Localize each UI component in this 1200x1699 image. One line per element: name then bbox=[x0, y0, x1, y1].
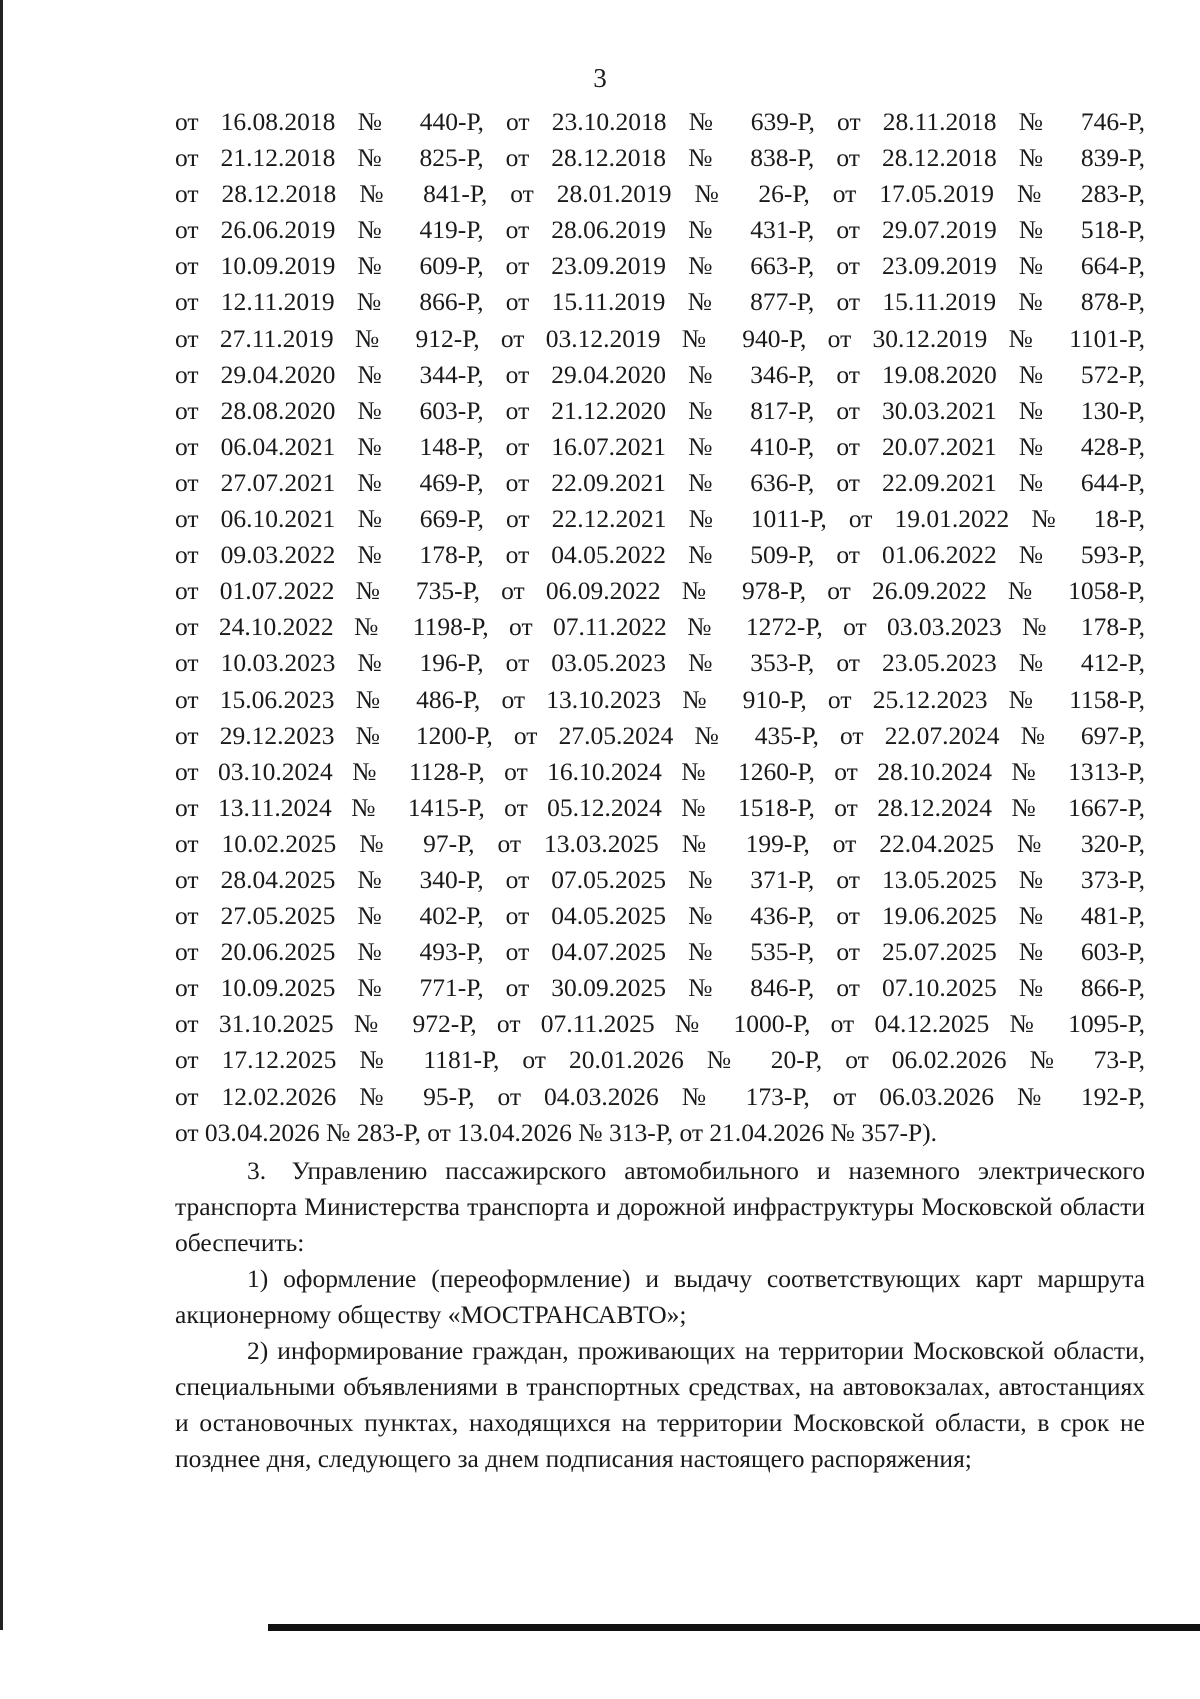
reference-list-line: от 10.02.2025 № 97-Р, от 13.03.2025 № 199-Р, от 22.04.2025 № 320-Р, bbox=[175, 828, 1145, 858]
paragraph-subitem-1: 1) оформление (переоформление) и выдачу соответствующих карт маршрута акционерному обществу «МОСТРАНСАВТО»; bbox=[175, 1263, 1145, 1329]
reference-list-line: от 29.04.2020 № 344-Р, от 29.04.2020 № 346-Р, от 19.08.2020 № 572-Р, bbox=[175, 359, 1145, 389]
reference-list-line: от 09.03.2022 № 178-Р, от 04.05.2022 № 509-Р, от 01.06.2022 № 593-Р, bbox=[175, 540, 1145, 570]
reference-list-line: от 10.09.2025 № 771-Р, от 30.09.2025 № 846-Р, от 07.10.2025 № 866-Р, bbox=[175, 973, 1145, 1003]
reference-list-line: от 20.06.2025 № 493-Р, от 04.07.2025 № 535-Р, от 25.07.2025 № 603-Р, bbox=[175, 937, 1145, 967]
reference-list-line: от 31.10.2025 № 972-Р, от 07.11.2025 № 1000-Р, от 04.12.2025 № 1095-Р, bbox=[175, 1009, 1145, 1039]
reference-list-line: от 03.04.2026 № 283-Р, от 13.04.2026 № 313-Р, от 21.04.2026 № 357-Р). bbox=[175, 1117, 938, 1147]
paragraph-subitem-2: 2) информирование граждан, проживающих на территории Московской области, специальными объявлениями в транспортных средствах, на автовокзалах, автостанциях и остановочных пунктах, находящихся на территории Московской области, в срок не позднее дня, следующего за днем подписания настоящего распоряжения; bbox=[175, 1335, 1145, 1473]
page-number: 3 bbox=[593, 63, 607, 93]
reference-list-line: от 10.09.2019 № 609-Р, от 23.09.2019 № 663-Р, от 23.09.2019 № 664-Р, bbox=[175, 251, 1145, 281]
scan-bottom-edge bbox=[268, 1624, 1200, 1631]
reference-list-line: от 27.07.2021 № 469-Р, от 22.09.2021 № 636-Р, от 22.09.2021 № 644-Р, bbox=[175, 467, 1145, 497]
reference-list-line: от 13.11.2024 № 1415-Р, от 05.12.2024 № 1518-Р, от 28.12.2024 № 1667-Р, bbox=[175, 792, 1145, 822]
reference-list-line: от 17.12.2025 № 1181-Р, от 20.01.2026 № 20-Р, от 06.02.2026 № 73-Р, bbox=[175, 1045, 1145, 1075]
reference-list-line: от 21.12.2018 № 825-Р, от 28.12.2018 № 838-Р, от 28.12.2018 № 839-Р, bbox=[175, 143, 1145, 173]
reference-list-line: от 12.11.2019 № 866-Р, от 15.11.2019 № 877-Р, от 15.11.2019 № 878-Р, bbox=[175, 287, 1145, 317]
document-body bbox=[175, 104, 1145, 1477]
reference-list-line: от 28.04.2025 № 340-Р, от 07.05.2025 № 371-Р, от 13.05.2025 № 373-Р, bbox=[175, 864, 1145, 894]
reference-list-line: от 16.08.2018 № 440-Р, от 23.10.2018 № 639-Р, от 28.11.2018 № 746-Р, bbox=[175, 107, 1145, 136]
decree-reference-list bbox=[175, 104, 1145, 1151]
reference-list-line: от 29.12.2023 № 1200-Р, от 27.05.2024 № 435-Р, от 22.07.2024 № 697-Р, bbox=[175, 720, 1145, 750]
reference-list-line: от 27.11.2019 № 912-Р, от 03.12.2019 № 940-Р, от 30.12.2019 № 1101-Р, bbox=[175, 323, 1145, 353]
reference-list-line: от 06.10.2021 № 669-Р, от 22.12.2021 № 1011-Р, от 19.01.2022 № 18-Р, bbox=[175, 504, 1145, 534]
scan-left-edge bbox=[0, 0, 3, 1630]
paragraph-item-3: 3. Управлению пассажирского автомобильного и наземного электрического транспорта Министерства транспорта и дорожной инфраструктуры Московской области обеспечить: bbox=[175, 1155, 1145, 1257]
reference-list-line: от 24.10.2022 № 1198-Р, от 07.11.2022 № 1272-Р, от 03.03.2023 № 178-Р, bbox=[175, 612, 1145, 642]
reference-list-line: от 28.08.2020 № 603-Р, от 21.12.2020 № 817-Р, от 30.03.2021 № 130-Р, bbox=[175, 395, 1145, 425]
reference-list-line: от 01.07.2022 № 735-Р, от 06.09.2022 № 978-Р, от 26.09.2022 № 1058-Р, bbox=[175, 576, 1145, 606]
reference-list-line: от 10.03.2023 № 196-Р, от 03.05.2023 № 353-Р, от 23.05.2023 № 412-Р, bbox=[175, 648, 1145, 678]
reference-list-line: от 12.02.2026 № 95-Р, от 04.03.2026 № 173-Р, от 06.03.2026 № 192-Р, bbox=[175, 1081, 1145, 1111]
reference-list-line: от 03.10.2024 № 1128-Р, от 16.10.2024 № 1260-Р, от 28.10.2024 № 1313-Р, bbox=[175, 756, 1145, 786]
reference-list-line: от 26.06.2019 № 419-Р, от 28.06.2019 № 431-Р, от 29.07.2019 № 518-Р, bbox=[175, 215, 1145, 245]
reference-list-line: от 15.06.2023 № 486-Р, от 13.10.2023 № 910-Р, от 25.12.2023 № 1158-Р, bbox=[175, 684, 1145, 714]
reference-list-line: от 06.04.2021 № 148-Р, от 16.07.2021 № 410-Р, от 20.07.2021 № 428-Р, bbox=[175, 431, 1145, 461]
reference-list-line: от 28.12.2018 № 841-Р, от 28.01.2019 № 26-Р, от 17.05.2019 № 283-Р, bbox=[175, 179, 1145, 209]
reference-list-line: от 27.05.2025 № 402-Р, от 04.05.2025 № 436-Р, от 19.06.2025 № 481-Р, bbox=[175, 901, 1145, 931]
